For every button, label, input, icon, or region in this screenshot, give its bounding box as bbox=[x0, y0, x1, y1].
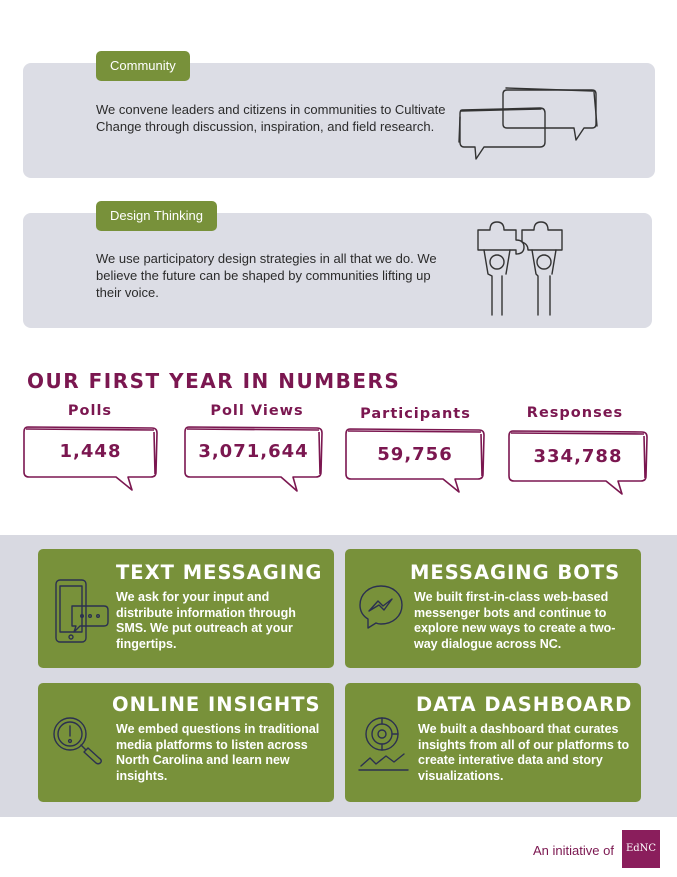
magnifier-icon bbox=[50, 714, 104, 766]
design-thinking-label: Design Thinking bbox=[96, 201, 217, 231]
feature-text-text-messaging: We ask for your input and distribute information through SMS. We put outreach at your fingertips. bbox=[116, 590, 296, 651]
community-label: Community bbox=[96, 51, 190, 81]
stat-value-polls: 1,448 bbox=[59, 441, 122, 462]
stat-label-polls: Polls bbox=[67, 403, 113, 419]
stat-label-participants: Participants bbox=[360, 406, 471, 422]
feature-title-messaging-bots: MESSAGING BOTS bbox=[410, 561, 621, 584]
design-thinking-text: We use participatory design strategies in all that we do. We believe the future can be shaped by communities lifting up their voice. bbox=[96, 251, 437, 300]
phone-icon bbox=[50, 578, 112, 648]
community-text: We convene leaders and citizens in communities to Cultivate Change through discussion, inspiration, and field research. bbox=[96, 102, 446, 134]
messenger-icon bbox=[356, 582, 406, 632]
dashboard-chart-icon bbox=[356, 714, 412, 774]
feature-text-messaging-bots: We built first-in-class web-based messenger bots and continue to explore new ways to create a two-way dialogue across NC. bbox=[414, 590, 616, 651]
stat-label-responses: Responses bbox=[526, 405, 624, 421]
feature-title-text-messaging: TEXT MESSAGING bbox=[116, 561, 323, 584]
ednc-logo[interactable]: EdNC bbox=[622, 830, 660, 868]
stat-value-poll-views: 3,071,644 bbox=[198, 441, 309, 462]
feature-text-data-dashboard: We built a dashboard that curates insights from all of our platforms to create interative data and story visualizations. bbox=[418, 722, 630, 783]
puzzle-people-icon bbox=[470, 220, 575, 320]
stat-value-participants: 59,756 bbox=[377, 444, 453, 465]
speech-bubbles-icon bbox=[452, 84, 602, 164]
stat-label-poll-views: Poll Views bbox=[210, 403, 304, 419]
feature-title-data-dashboard: DATA DASHBOARD bbox=[416, 693, 633, 716]
feature-title-online-insights: ONLINE INSIGHTS bbox=[112, 693, 321, 716]
numbers-title: OUR FIRST YEAR IN NUMBERS bbox=[27, 369, 401, 393]
feature-text-online-insights: We embed questions in traditional media platforms to listen across North Carolina and learn new insights. bbox=[116, 722, 320, 783]
footer-initiative-text: An initiative of bbox=[533, 843, 614, 858]
stat-value-responses: 334,788 bbox=[533, 446, 623, 467]
